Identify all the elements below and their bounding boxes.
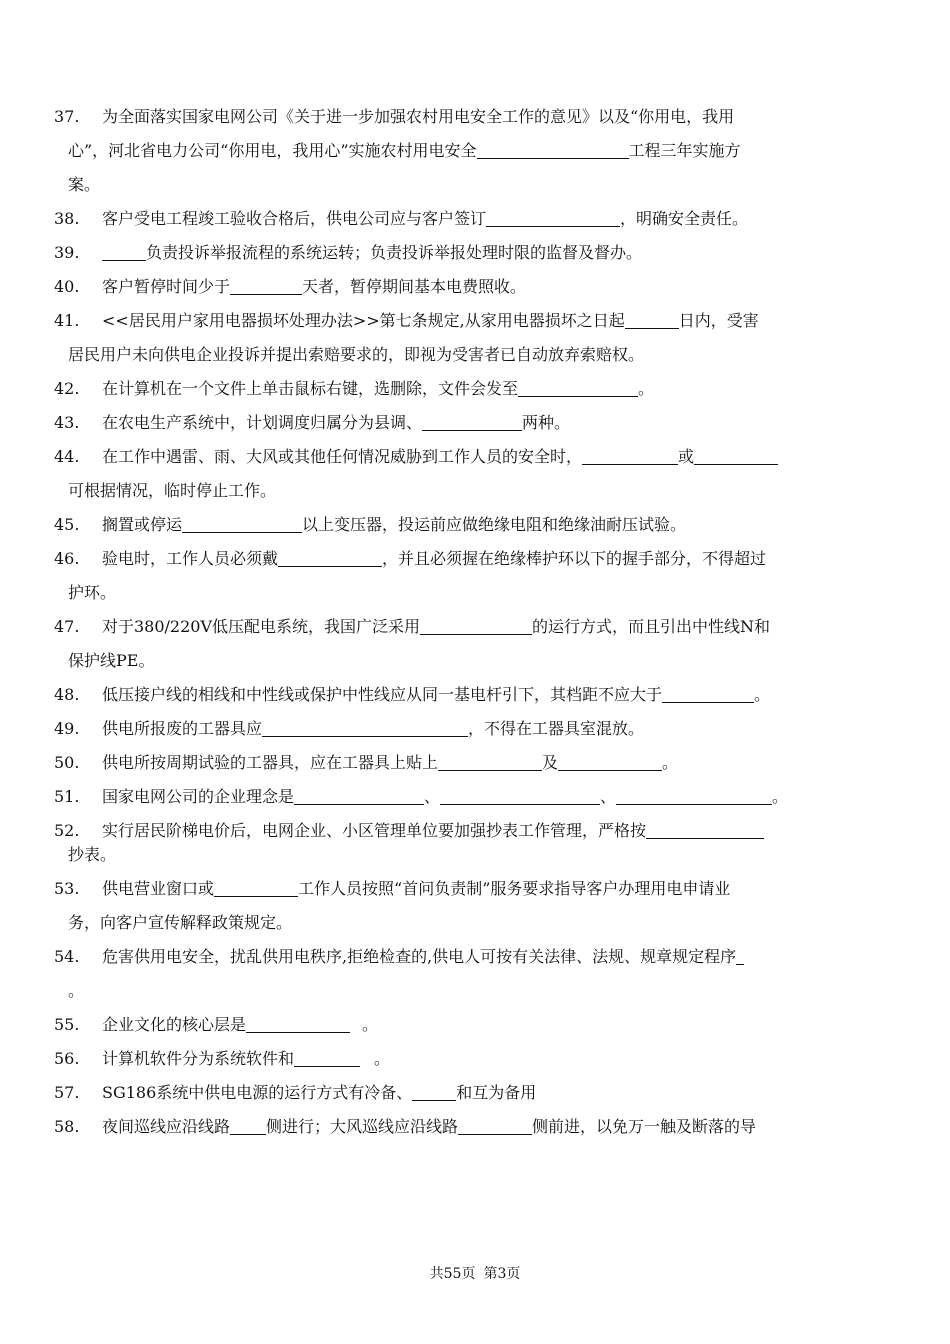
question-text: 在工作中遇雷、雨、大风或其他任何情况威胁到工作人员的安全时， xyxy=(102,447,583,466)
question-49 xyxy=(54,712,870,746)
page-footer xyxy=(0,1263,950,1283)
question-45 xyxy=(54,508,870,542)
answer-blank xyxy=(458,1118,532,1135)
question-text: ，明确安全责任。 xyxy=(620,209,749,228)
question-text: SG186系统中供电电源的运行方式有冷备、 xyxy=(102,1083,413,1102)
question-51 xyxy=(54,780,870,814)
question-text: 侧前进，以免万一触及断落的导 xyxy=(532,1117,757,1136)
answer-blank xyxy=(230,1118,266,1135)
answer-blank xyxy=(477,142,629,159)
answer-blank xyxy=(438,754,542,771)
answer-blank xyxy=(294,1050,360,1067)
question-text: 。 xyxy=(68,981,85,1000)
answer-blank xyxy=(646,822,764,839)
question-text: 心”，河北省电力公司“你用电，我用心”实施农村用电安全 xyxy=(68,141,477,160)
question-number: 41. xyxy=(54,311,80,330)
question-40 xyxy=(54,270,870,304)
question-text: 抄表。 xyxy=(68,845,117,864)
question-42 xyxy=(54,372,870,406)
question-text: 客户暂停时间少于 xyxy=(102,277,231,296)
question-text: 或 xyxy=(678,447,695,466)
question-text: 案。 xyxy=(68,175,101,194)
answer-blank xyxy=(262,720,468,737)
question-text: 日内，受害 xyxy=(678,311,759,330)
current-page: 第3页 xyxy=(483,1266,521,1282)
question-text: 可根据情况，临时停止工作。 xyxy=(68,481,277,500)
answer-blank xyxy=(182,516,302,533)
question-number: 37. xyxy=(54,107,80,126)
question-text: 天者，暂停期间基本电费照收。 xyxy=(302,277,527,296)
question-38 xyxy=(54,202,870,236)
question-number: 54. xyxy=(54,947,80,966)
question-number: 43. xyxy=(54,413,80,432)
question-text: 侧进行；大风巡线应沿线路 xyxy=(266,1117,459,1136)
question-text: 。 xyxy=(772,787,789,806)
question-text: 和互为备用 xyxy=(456,1083,537,1102)
answer-blank xyxy=(662,686,754,703)
question-text: 。 xyxy=(362,1015,379,1034)
answer-blank xyxy=(558,754,662,771)
question-57 xyxy=(54,1076,870,1110)
question-number: 57. xyxy=(54,1083,80,1102)
question-text: ，不得在工器具室混放。 xyxy=(468,719,645,738)
question-54 xyxy=(54,940,870,1008)
question-text: 国家电网公司的企业理念是 xyxy=(102,787,295,806)
question-text: 。 xyxy=(754,685,771,704)
answer-blank xyxy=(214,880,298,897)
question-53 xyxy=(54,872,870,940)
question-text: 负责投诉举报流程的系统运转；负责投诉举报处理时限的监督及督办。 xyxy=(146,243,643,262)
question-number: 42. xyxy=(54,379,80,398)
question-number: 51. xyxy=(54,787,80,806)
question-text: <<居民用户家用电器损坏处理办法>>第七条规定,从家用电器损坏之日起 xyxy=(102,311,625,330)
question-50 xyxy=(54,746,870,780)
question-text: 保护线PE。 xyxy=(68,651,155,670)
question-number: 58. xyxy=(54,1117,80,1136)
answer-blank xyxy=(230,278,302,295)
question-text: 。 xyxy=(374,1049,391,1068)
answer-blank xyxy=(420,618,532,635)
answer-blank xyxy=(278,550,382,567)
question-text: 。 xyxy=(662,753,679,772)
question-text: 护环。 xyxy=(68,583,117,602)
question-number: 55. xyxy=(54,1015,80,1034)
question-text: 低压接户线的相线和中性线或保护中性线应从同一基电杆引下，其档距不应大于 xyxy=(102,685,663,704)
question-number: 46. xyxy=(54,549,80,568)
answer-blank xyxy=(736,948,744,965)
question-text: 计算机软件分为系统软件和 xyxy=(102,1049,295,1068)
question-text: 以上变压器，投运前应做绝缘电阻和绝缘油耐压试验。 xyxy=(302,515,687,534)
question-text: 、 xyxy=(600,787,617,806)
question-text: 两种。 xyxy=(522,413,571,432)
question-number: 44. xyxy=(54,447,80,466)
answer-blank xyxy=(294,788,424,805)
question-text: ，并且必须握在绝缘棒护环以下的握手部分，不得超过 xyxy=(382,549,767,568)
question-56 xyxy=(54,1042,870,1076)
question-52 xyxy=(54,819,870,867)
question-text: 供电营业窗口或 xyxy=(102,879,215,898)
question-43 xyxy=(54,406,870,440)
answer-blank xyxy=(582,448,678,465)
question-text: 供电所按周期试验的工器具，应在工器具上贴上 xyxy=(102,753,439,772)
question-number: 45. xyxy=(54,515,80,534)
answer-blank xyxy=(625,312,679,329)
question-47 xyxy=(54,610,870,678)
question-text: 工作人员按照“首问负责制”服务要求指导客户办理用电申请业 xyxy=(298,879,731,898)
question-number: 49. xyxy=(54,719,80,738)
total-pages: 共55页 xyxy=(429,1266,476,1282)
question-41 xyxy=(54,304,870,372)
answer-blank xyxy=(486,210,620,227)
question-number: 50. xyxy=(54,753,80,772)
question-text: 夜间巡线应沿线路 xyxy=(102,1117,231,1136)
answer-blank xyxy=(518,380,638,397)
answer-blank xyxy=(440,788,600,805)
question-number: 52. xyxy=(54,821,80,840)
question-text: 务，向客户宣传解释政策规定。 xyxy=(68,913,293,932)
question-text: 在计算机在一个文件上单击鼠标右键，选删除，文件会发至 xyxy=(102,379,519,398)
answer-blank xyxy=(102,244,146,261)
question-number: 47. xyxy=(54,617,80,636)
question-text: 为全面落实国家电网公司《关于进一步加强农村用电安全工作的意见》以及“你用电，我用 xyxy=(102,107,735,126)
answer-blank xyxy=(246,1016,350,1033)
question-text: 、 xyxy=(424,787,441,806)
question-number: 38. xyxy=(54,209,80,228)
question-list xyxy=(54,100,870,1144)
question-number: 56. xyxy=(54,1049,80,1068)
question-39 xyxy=(54,236,870,270)
question-46 xyxy=(54,542,870,610)
question-44 xyxy=(54,440,870,508)
answer-blank xyxy=(616,788,772,805)
question-48 xyxy=(54,678,870,712)
question-text: 工程三年实施方 xyxy=(628,141,741,160)
question-text: 实行居民阶梯电价后，电网企业、小区管理单位要加强抄表工作管理，严格按 xyxy=(102,821,647,840)
question-number: 40. xyxy=(54,277,80,296)
question-text: 对于380/220V低压配电系统，我国广泛采用 xyxy=(102,617,421,636)
question-55 xyxy=(54,1008,870,1042)
question-text: 。 xyxy=(638,379,655,398)
question-text: 的运行方式，而且引出中性线N和 xyxy=(532,617,771,636)
question-text: 在农电生产系统中，计划调度归属分为县调、 xyxy=(102,413,423,432)
question-text: 客户受电工程竣工验收合格后，供电公司应与客户签订 xyxy=(102,209,487,228)
question-number: 53. xyxy=(54,879,80,898)
question-58 xyxy=(54,1110,870,1144)
question-text: 供电所报废的工器具应 xyxy=(102,719,263,738)
question-text: 及 xyxy=(542,753,559,772)
question-text: 居民用户未向供电企业投诉并提出索赔要求的，即视为受害者已自动放弃索赔权。 xyxy=(68,345,645,364)
question-37 xyxy=(54,100,870,202)
question-text: 验电时，工作人员必须戴 xyxy=(102,549,279,568)
question-text: 危害供用电安全，扰乱供用电秩序,拒绝检查的,供电人可按有关法律、法规、规章规定程序 xyxy=(102,947,737,966)
question-number: 48. xyxy=(54,685,80,704)
answer-blank xyxy=(412,1084,456,1101)
answer-blank xyxy=(422,414,522,431)
question-text: 企业文化的核心层是 xyxy=(102,1015,247,1034)
answer-blank xyxy=(694,448,778,465)
question-number: 39. xyxy=(54,243,80,262)
question-text: 搁置或停运 xyxy=(102,515,183,534)
